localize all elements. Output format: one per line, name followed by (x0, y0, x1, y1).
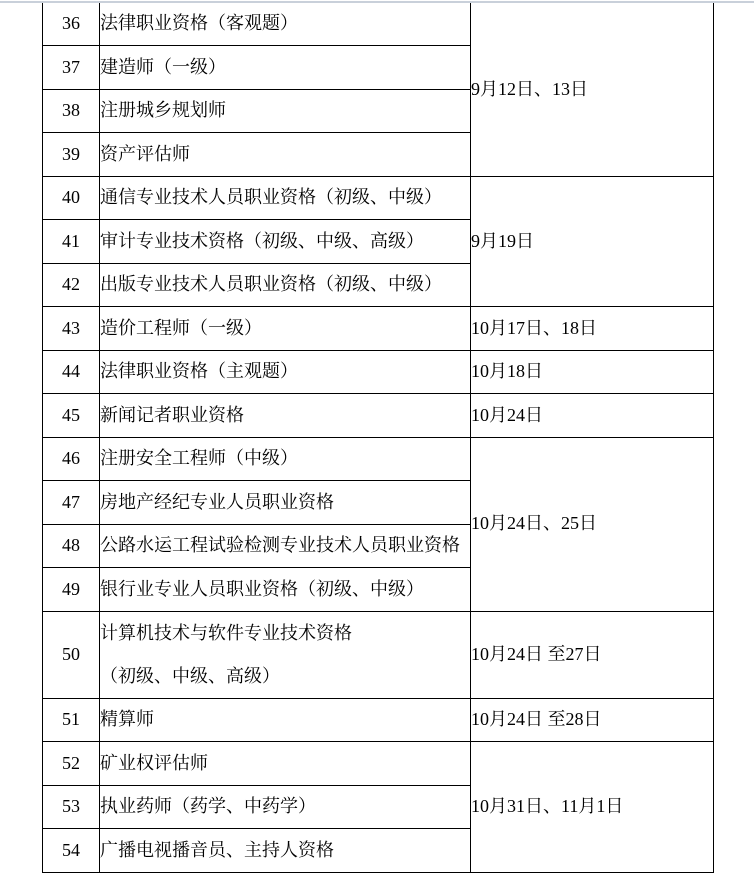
qualification-name-cell: 建造师（一级） (100, 46, 471, 90)
table-row (43, 2, 714, 46)
exam-date-cell: 10月24日 至27日 (471, 611, 714, 698)
exam-date-cell: 10月24日 (471, 394, 714, 438)
row-number-cell: 52 (43, 742, 100, 786)
row-number-cell: 37 (43, 46, 100, 90)
qualification-name-cell: 通信专业技术人员职业资格（初级、中级） (100, 176, 471, 220)
table-row (43, 176, 714, 220)
row-number-cell: 43 (43, 307, 100, 351)
qualification-name-cell: 矿业权评估师 (100, 742, 471, 786)
table-row (43, 742, 714, 786)
qualification-name-line-1: 计算机技术与软件专业技术资格 (100, 622, 352, 643)
row-number-cell: 42 (43, 263, 100, 307)
table-row (43, 350, 714, 394)
qualification-name-cell: 新闻记者职业资格 (100, 394, 471, 438)
qualification-name-cell: 注册安全工程师（中级） (100, 437, 471, 481)
qualification-name-cell: 银行业专业人员职业资格（初级、中级） (100, 568, 471, 612)
qualification-name-cell: 审计专业技术资格（初级、中级、高级） (100, 220, 471, 264)
row-number-cell: 47 (43, 481, 100, 525)
row-number-cell: 51 (43, 698, 100, 742)
row-number-cell: 50 (43, 611, 100, 698)
row-number-cell: 46 (43, 437, 100, 481)
exam-date-cell: 10月24日、25日 (471, 437, 714, 611)
qualification-name-cell (100, 611, 471, 698)
qualification-name-cell: 广播电视播音员、主持人资格 (100, 829, 471, 873)
qualification-name-cell: 造价工程师（一级） (100, 307, 471, 351)
row-number-cell: 38 (43, 89, 100, 133)
exam-date-cell: 10月17日、18日 (471, 307, 714, 351)
exam-date-cell: 9月12日、13日 (471, 2, 714, 176)
exam-schedule-table (42, 1, 714, 873)
qualification-name-cell: 法律职业资格（客观题） (100, 2, 471, 46)
row-number-cell: 53 (43, 785, 100, 829)
table-row (43, 307, 714, 351)
row-number-cell: 48 (43, 524, 100, 568)
qualification-name-cell: 房地产经纪专业人员职业资格 (100, 481, 471, 525)
row-number-cell: 45 (43, 394, 100, 438)
qualification-name-cell: 执业药师（药学、中药学） (100, 785, 471, 829)
row-number-cell: 36 (43, 2, 100, 46)
row-number-cell: 54 (43, 829, 100, 873)
row-number-cell: 49 (43, 568, 100, 612)
qualification-name-cell: 精算师 (100, 698, 471, 742)
row-number-cell: 44 (43, 350, 100, 394)
qualification-name-cell: 资产评估师 (100, 133, 471, 177)
qualification-name-cell: 注册城乡规划师 (100, 89, 471, 133)
qualification-name-line-2: （初级、中级、高级） (100, 665, 280, 686)
row-number-cell: 39 (43, 133, 100, 177)
exam-date-cell: 10月18日 (471, 350, 714, 394)
exam-date-cell: 9月19日 (471, 176, 714, 307)
row-number-cell: 40 (43, 176, 100, 220)
exam-date-cell: 10月24日 至28日 (471, 698, 714, 742)
table-row (43, 611, 714, 698)
qualification-name-cell: 公路水运工程试验检测专业技术人员职业资格 (100, 524, 471, 568)
row-number-cell: 41 (43, 220, 100, 264)
qualification-name-cell: 出版专业技术人员职业资格（初级、中级） (100, 263, 471, 307)
table-row (43, 394, 714, 438)
exam-date-cell: 10月31日、11月1日 (471, 742, 714, 873)
table-row (43, 698, 714, 742)
table-row (43, 437, 714, 481)
qualification-name-cell: 法律职业资格（主观题） (100, 350, 471, 394)
